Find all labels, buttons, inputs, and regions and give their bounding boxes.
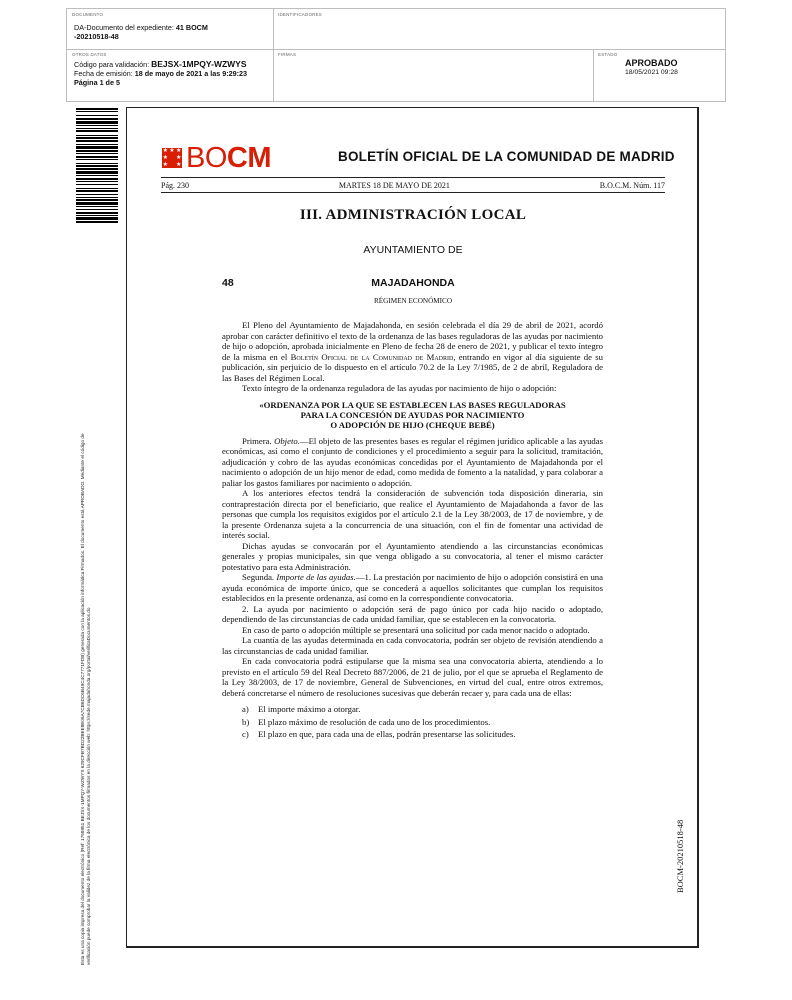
barcode <box>76 108 118 291</box>
document-body <box>222 320 603 740</box>
paragraph <box>222 320 603 383</box>
list-item <box>222 717 603 728</box>
firmas-cell <box>273 49 593 101</box>
bocm-logo <box>162 142 272 174</box>
documento-cell <box>67 9 273 49</box>
p1-bulletin-ref: Boletín Oficial de la Comunidad de Madrid <box>290 351 454 362</box>
fecha-value: 18 de mayo de 2021 a las 9:29:23 <box>134 69 248 78</box>
barcode-bar <box>76 221 118 223</box>
ordinance-title-line2: PARA LA CONCESIÓN DE AYUDAS POR NACIMIENTO <box>300 409 525 420</box>
codigo-label: Código para validación: <box>74 60 152 69</box>
estado-value: APROBADO <box>625 58 678 68</box>
documento-line1: DA-Documento del expediente: <box>74 23 176 32</box>
vertical-bocm-ref: BOCM-20210518-48 <box>675 819 685 893</box>
paragraph: A los anteriores efectos tendrá la consideración de subvención toda disposición dineraria, sin contraprestación directa por el beneficiario, que realice el Ayuntamiento de Majadahonda a favor de las personas que cumpla los requisitos exigidos por el artículo 2.1 de la Ley 38/2003, de 17 de noviembre, y de la presente Ordenanza sujeta a la concurrencia de una situación, con el fin de fomentar una actividad de interés social. <box>222 488 603 540</box>
section-heading: III. ADMINISTRACIÓN LOCAL <box>299 207 527 223</box>
otros-datos-label: OTROS DATOS <box>72 52 107 57</box>
paragraph: 2. La ayuda por nacimiento o adopción será de pago único por cada hijo nacido o adoptado, dependiendo de las circunstancias de cada unidad familiar, que se establecen en la convocatoria. <box>222 603 603 624</box>
article-title: Objeto. <box>274 435 300 446</box>
ordinance-title <box>222 400 603 430</box>
otros-datos-cell <box>67 49 273 101</box>
paragraph: La cuantía de las ayudas determinada en cada convocatoria, podrán ser objeto de revisión atendiendo a las circunstancias de cada unidad familiar. <box>222 635 603 656</box>
documento-line1-bold: 41 BOCM <box>175 23 208 32</box>
madrid-flag-icon: ★ ★ ★ ★ ★ ★ ★ <box>162 148 182 168</box>
list-marker: b) <box>242 716 250 727</box>
issue-number: B.O.C.M. Núm. 117 <box>599 181 665 190</box>
p1-text-end: , entrando en vigor al día siguiente de su publicación, sin perjuicio de lo dispuesto en el artículo 70.2 de la Ley 7/1985, de 2 de abril, Reguladora de las Bases del Régimen Local. <box>222 351 604 383</box>
p1-text: El Pleno del Ayuntamiento de Majadahonda, en sesión celebrada el día 29 de abril de 2021, acordó aprobar con carácter definitivo el texto de la ordenanza de las bases reguladoras de las ayudas por nacimiento de hijo o adopción, aprobada inicialmente en Pleno de fecha 28 de enero de 2021, y publicar el texto íntegro de la misma en el <box>222 320 603 362</box>
firmas-label: FIRMAS <box>278 52 297 57</box>
documento-value <box>74 23 208 41</box>
list-text: El plazo máximo de resolución de cada uno de los procedimientos. <box>258 716 491 727</box>
paragraph: En cada convocatoria podrá estipularse que la misma sea una convocatoria abierta, atendiendo a lo previsto en el artículo 59 del Real Decreto 887/2006, de 21 de julio, por el que se aprueba el Reglamento de la Ley 38/2003, de 17 de noviembre, General de Subvenciones, en virtud del cual, entre otros extremos, deberá concretarse el número de resoluciones sucesivas que deberán recaer y, para cada una de ellas: <box>222 656 603 698</box>
side-text-line2: verificación puede comprobar la validez de la firma electrónica de los documentos firmados en la dirección web: https://sede.majadahonda.org/portal/verificaDocumentos.do <box>86 607 91 965</box>
verification-side-text <box>80 295 92 965</box>
meta-rule <box>161 192 665 193</box>
bocm-wordmark <box>186 142 272 174</box>
issue-date: MARTES 18 DE MAYO DE 2021 <box>338 181 450 190</box>
paragraph: Dichas ayudas se convocarán por el Ayuntamiento atendiendo a las circunstancias económicas generales y propias municipales, sin que venga obligado a su convocatoria, al tener el mismo carácter potestativo para esta Administración. <box>222 540 603 572</box>
validation-header <box>66 8 726 102</box>
documento-label: DOCUMENTO <box>72 12 104 17</box>
list-text: El importe máximo a otorgar. <box>258 704 361 714</box>
paragraph: En caso de parto o adopción múltiple se presentará una solicitud por cada menor nacido o adoptado. <box>242 624 590 635</box>
bulletin-title: BOLETÍN OFICIAL DE LA COMUNIDAD DE MADRID <box>338 149 675 164</box>
regimen-heading: RÉGIMEN ECONÓMICO <box>373 297 453 305</box>
article-label: Segunda. <box>242 572 277 582</box>
page-number: Pág. 230 <box>161 181 189 190</box>
list-marker: c) <box>242 729 249 739</box>
codigo-value: BEJSX-1MPQY-WZWYS <box>151 59 247 69</box>
article-label: Primera. <box>242 435 275 446</box>
page-meta-row <box>161 181 665 190</box>
paragraph <box>222 572 603 604</box>
top-rule <box>161 177 665 178</box>
list-marker: a) <box>242 704 249 714</box>
ordinance-title-line3: O ADOPCIÓN DE HIJO (CHEQUE BEBÉ) <box>330 419 495 430</box>
logo-cm: CM <box>226 142 272 174</box>
estado-date: 18/05/2021 09:28 <box>625 69 678 76</box>
list-item <box>222 729 603 740</box>
article-title: Importe de las ayudas. <box>276 572 356 582</box>
fecha-label: Fecha de emisión: <box>74 69 135 78</box>
documento-line2: -20210518-48 <box>74 32 119 41</box>
identificadores-cell <box>273 9 725 49</box>
list-text: El plazo en que, para cada una de ellas, podrán presentarse las solicitudes. <box>258 729 516 739</box>
logo-bo: BO <box>186 142 227 174</box>
estado-cell <box>593 49 725 101</box>
estado-label: ESTADO <box>598 52 618 57</box>
ordinance-title-line1: «ORDENANZA POR LA QUE SE ESTABLECEN LAS BASES REGULADORAS <box>259 399 566 410</box>
municipio-heading: MAJADAHONDA <box>371 277 455 289</box>
pagina-value: Página 1 de 5 <box>74 78 120 87</box>
identificadores-label: IDENTIFICADORES <box>278 12 323 17</box>
article-text: —1. La prestación por nacimiento de hijo o adopción consistirá en una ayuda económica de importe único, que se concederá a aquellos solicitantes que cumplan los requisitos establecidos en la presente ordenanza, así como en la correspondiente convocatoria. <box>222 572 604 603</box>
otros-datos-value <box>74 60 247 87</box>
list-item <box>222 704 603 715</box>
side-text-line1: Esta es una copia impresa del documento electrónico (Ref: 1758951 BEJSX-1MPQY-WZWYS 629CFB7BD22BEE8E06A7CB6DC6B49C4C7771FDB) generada con la aplicación informática Firmadoc. El documento está APROBADO. Mediante el código de <box>80 433 85 965</box>
article-text: —El objeto de las presentes bases es regular el régimen jurídico aplicable a las ayudas económicas, así como el conjunto de condiciones y el procedimiento a seguir para la solicitud, tramitación, adjudicación y cobro de las ayudas económicas concedidas por el Ayuntamiento de Majadahonda por el nacimiento o adopción de un hijo menor de edad, como medida de fomento a la natalidad, y para colaborar a paliar los gastos familiares por nacimiento o adopción. <box>222 435 603 488</box>
entry-number: 48 <box>222 277 234 289</box>
paragraph: Texto íntegro de la ordenanza reguladora de las ayudas por nacimiento de hijo o adopción: <box>242 383 557 393</box>
paragraph <box>222 436 603 489</box>
ayuntamiento-heading: AYUNTAMIENTO DE <box>363 244 463 256</box>
